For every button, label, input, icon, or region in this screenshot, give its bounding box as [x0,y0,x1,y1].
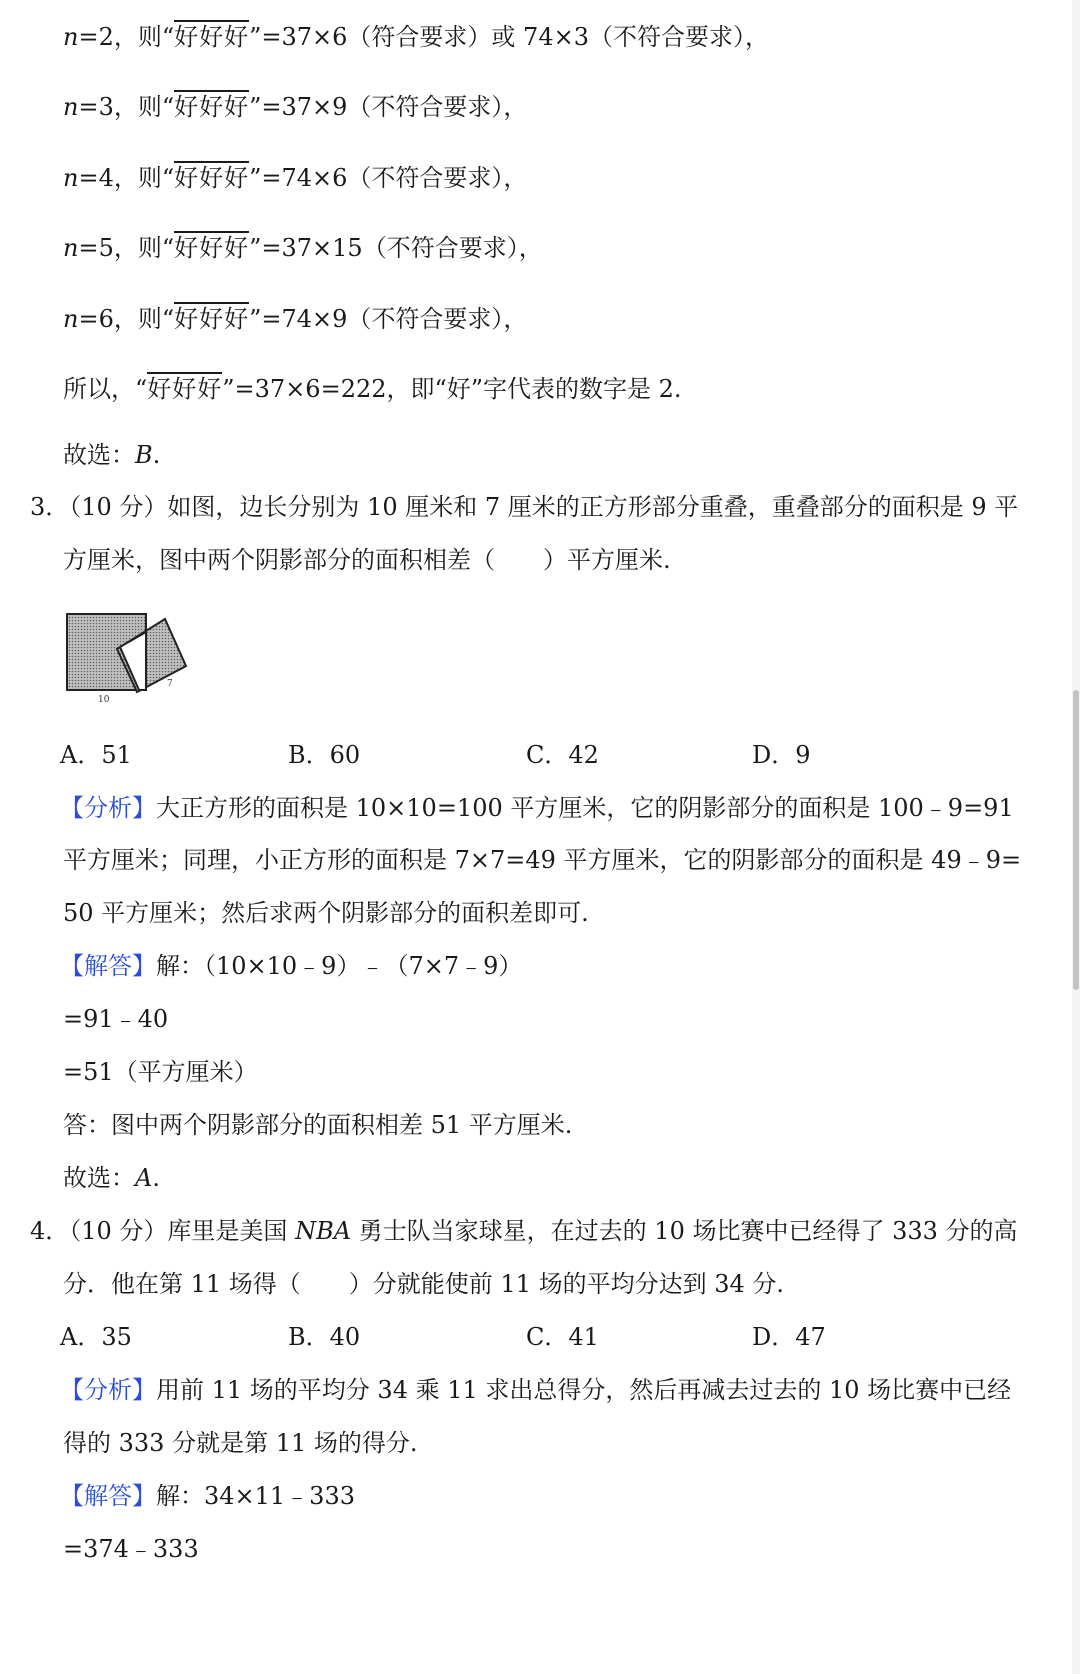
case-text: =2，则“ [78,23,175,51]
solution-tag: 【解答】 [60,1482,156,1510]
q4-analysis-line1 [60,1373,1011,1407]
case-n5 [63,231,543,265]
q4-analysis-line2: 得的 333 分就是第 11 场的得分. [63,1429,418,1457]
q3-solution-line3: =51（平方厘米） [63,1058,258,1086]
q3-solution-line2: =91﹣40 [63,1005,169,1033]
q4-option-b: B．40 [288,1323,361,1351]
q4-solution-line2: =374﹣333 [63,1535,199,1563]
q4-solution-line1 [60,1479,355,1513]
case-text: =5，则“ [78,234,175,262]
label-10: 10 [98,695,110,705]
case-text: ”=37×9（不符合要求）， [249,93,528,121]
overlined-number: 好好好 [147,372,222,403]
var-n: n [63,234,79,262]
case-n6 [63,302,527,336]
analysis-tag: 【分析】 [60,794,156,822]
solution-text: 解：（10×10﹣9）﹣（7×7﹣9） [156,952,523,980]
overlined-number: 好好好 [174,20,249,51]
var-n: n [63,23,79,51]
case-text: ”=37×6（符合要求）或 74×3（不符合要求）， [249,23,769,51]
stem-text: 4．（10 分）库里是美国 [30,1217,296,1245]
q3-option-d: D．9 [752,741,811,769]
q4-option-a: A．35 [60,1323,132,1351]
overlined-number: 好好好 [174,90,249,121]
var-n: n [63,93,79,121]
case-text: =4，则“ [78,164,175,192]
q4-stem-line1 [30,1214,1018,1248]
pick-answer: B [135,441,153,469]
answer-pick-q3 [63,1161,160,1195]
overlined-number: 好好好 [174,231,249,262]
analysis-text: 大正方形的面积是 10×10=100 平方厘米，它的阴影部分的面积是 100﹣9=91 [156,794,1014,822]
case-text: =6，则“ [78,305,175,333]
q3-option-b: B．60 [288,741,361,769]
overlined-number: 好好好 [174,302,249,333]
pick-dot: . [152,441,161,469]
nba-text: NBA [295,1217,352,1245]
case-text: ”=37×15（不符合要求）， [249,234,543,262]
case-n2 [63,20,769,54]
pick-answer: A [135,1164,153,1192]
stem-text: 勇士队当家球星，在过去的 10 场比赛中已经得了 333 分的高 [351,1217,1018,1245]
case-text: =3，则“ [78,93,175,121]
case-text: ”=74×9（不符合要求）， [249,305,528,333]
label-7: 7 [167,679,173,689]
solution-text: 解：34×11﹣333 [156,1482,355,1510]
conclusion-line [63,372,682,406]
pick-dot: . [152,1164,160,1192]
q3-option-a: A．51 [60,741,132,769]
q4-stem-line2: 分．他在第 11 场得（ ）分就能使前 11 场的平均分达到 34 分. [63,1270,785,1298]
q4-option-c: C．41 [526,1323,599,1351]
pick-label: 故选： [63,441,135,469]
q3-answer-line: 答：图中两个阴影部分的面积相差 51 平方厘米. [63,1111,573,1139]
q3-analysis-line2: 平方厘米；同理，小正方形的面积是 7×7=49 平方厘米，它的阴影部分的面积是 49﹣9= [63,846,1022,874]
q3-option-c: C．42 [526,741,599,769]
q3-stem-line2: 方厘米，图中两个阴影部分的面积相差（ ）平方厘米. [63,546,671,574]
solution-tag: 【解答】 [60,952,156,980]
q3-solution-line1 [60,949,522,983]
analysis-text: 用前 11 场的平均分 34 乘 11 求出总得分，然后再减去过去的 10 场比赛中已经 [156,1376,1012,1404]
figure-drawing [62,604,202,714]
scrollbar-thumb[interactable] [1073,690,1079,990]
case-text: ”=74×6（不符合要求）， [249,164,528,192]
conclusion-text: 所以，“ [63,375,148,403]
conclusion-text: ”=37×6=222，即“好”字代表的数字是 2. [222,375,682,403]
scrollbar-track[interactable] [1072,0,1080,1674]
analysis-tag: 【分析】 [60,1376,156,1404]
case-n3 [63,90,527,124]
overlined-number: 好好好 [174,161,249,192]
q4-option-d: D．47 [752,1323,826,1351]
var-n: n [63,305,79,333]
case-n4 [63,161,527,195]
q3-analysis-line3: 50 平方厘米；然后求两个阴影部分的面积差即可. [63,899,589,927]
answer-pick-q2 [63,438,160,472]
q3-stem-line1: 3．（10 分）如图，边长分别为 10 厘米和 7 厘米的正方形部分重叠，重叠部分的面积是 9 平 [30,493,1019,521]
pick-label: 故选： [63,1164,135,1192]
q3-analysis-line1 [60,791,1014,825]
var-n: n [63,164,79,192]
